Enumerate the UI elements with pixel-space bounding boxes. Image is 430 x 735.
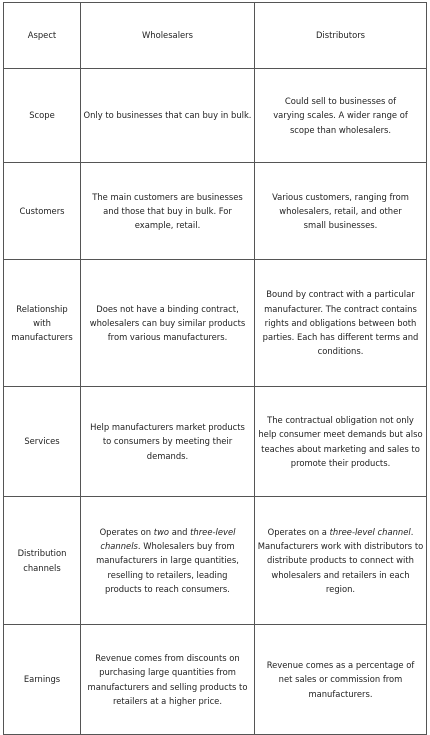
distributors-cell: Operates on a three-level channel. Manufacturers work with distributors to distribute products to connect with wholesalers and retailers in each region. — [255, 497, 427, 625]
table-row — [4, 387, 427, 497]
table-row — [4, 69, 427, 163]
distributors-cell: The contractual obligation not only help consumer meet demands but also teaches about marketing and sales to promote their products. — [255, 387, 427, 497]
wholesalers-cell: Only to businesses that can buy in bulk. — [81, 69, 255, 163]
wholesalers-cell: Help manufacturers market products to consumers by meeting their demands. — [81, 387, 255, 497]
aspect-cell: Earnings — [4, 625, 81, 735]
distributors-cell: Various customers, ranging from wholesalers, retail, and other small businesses. — [255, 163, 427, 260]
table-row — [4, 260, 427, 387]
aspect-cell: Distribution channels — [4, 497, 81, 625]
wholesalers-cell: Does not have a binding contract, wholesalers can buy similar products from various manufacturers. — [81, 260, 255, 387]
header-distributors: Distributors — [255, 3, 427, 69]
table-row — [4, 163, 427, 260]
header-aspect: Aspect — [4, 3, 81, 69]
aspect-cell: Relationship with manufacturers — [4, 260, 81, 387]
header-wholesalers: Wholesalers — [81, 3, 255, 69]
table-row — [4, 497, 427, 625]
distributors-cell: Bound by contract with a particular manufacturer. The contract contains rights and obligations between both parties. Each has different terms and conditions. — [255, 260, 427, 387]
comparison-table — [3, 2, 427, 735]
distributors-cell: Revenue comes as a percentage of net sales or commission from manufacturers. — [255, 625, 427, 735]
aspect-cell: Services — [4, 387, 81, 497]
wholesalers-cell: The main customers are businesses and those that buy in bulk. For example, retail. — [81, 163, 255, 260]
distributors-cell: Could sell to businesses of varying scales. A wider range of scope than wholesalers. — [255, 69, 427, 163]
wholesalers-cell: Revenue comes from discounts on purchasing large quantities from manufacturers and selling products to retailers at a higher price. — [81, 625, 255, 735]
aspect-cell: Scope — [4, 69, 81, 163]
header-row — [4, 3, 427, 69]
aspect-cell: Customers — [4, 163, 81, 260]
table-row — [4, 625, 427, 735]
wholesalers-cell: Operates on two and three-level channels. Wholesalers buy from manufacturers in large quantities, reselling to retailers, leading products to reach consumers. — [81, 497, 255, 625]
